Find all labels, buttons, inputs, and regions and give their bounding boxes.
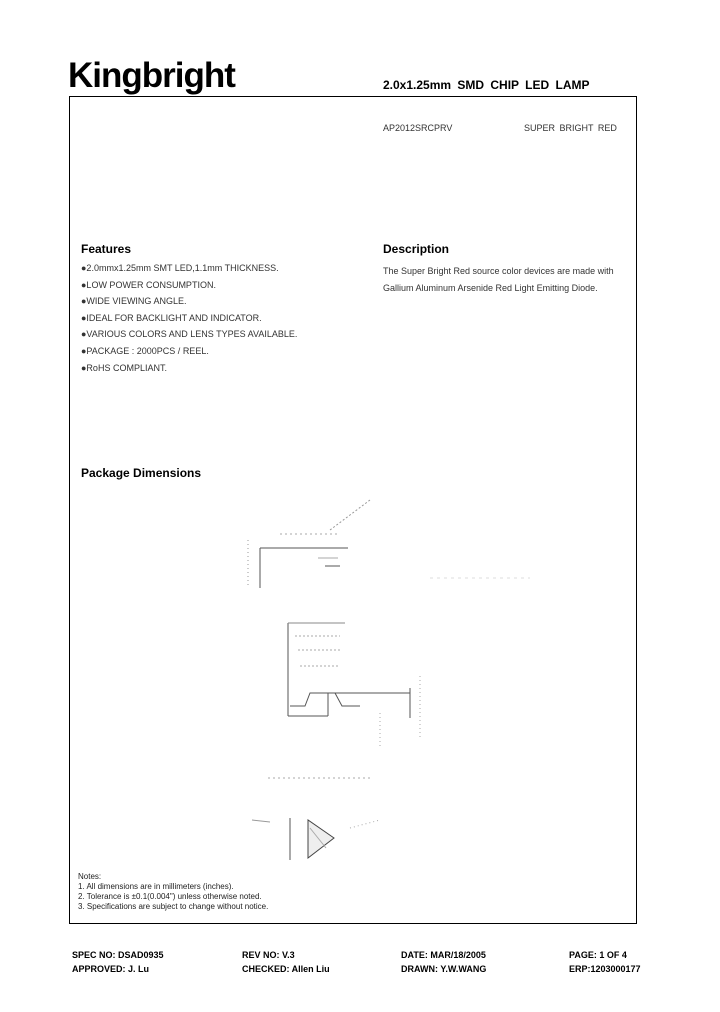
approved-by: APPROVED: J. Lu [72,964,150,974]
notes-section [78,872,268,912]
features-list [81,263,297,379]
package-dimensions-drawing [230,488,550,868]
page-number: PAGE: 1 OF 4 [569,950,627,960]
kingbright-logo: Kingbright [68,56,235,95]
revision-number: REV NO: V.3 [242,950,295,960]
part-description: SUPER BRIGHT RED [524,123,617,133]
feature-item: ●IDEAL FOR BACKLIGHT AND INDICATOR. [81,312,262,323]
feature-item: ●RoHS COMPLIANT. [81,362,167,373]
part-number: AP2012SRCPRV [383,123,453,133]
features-heading: Features [81,242,132,256]
erp-number: ERP:1203000177 [569,964,641,974]
package-dimensions-heading: Package Dimensions [81,466,202,480]
feature-item: ●LOW POWER CONSUMPTION. [81,279,216,290]
note-item: 1. All dimensions are in millimeters (inches). [78,882,234,891]
note-item: 2. Tolerance is ±0.1(0.004") unless otherwise noted. [78,892,262,901]
note-item: 3. Specifications are subject to change without notice. [78,902,269,911]
checked-by: CHECKED: Allen Liu [242,964,330,974]
notes-heading: Notes: [78,872,102,881]
spec-number: SPEC NO: DSAD0935 [72,950,164,960]
feature-item: ●WIDE VIEWING ANGLE. [81,296,187,307]
polarity-triangle [308,820,334,858]
feature-item: ●VARIOUS COLORS AND LENS TYPES AVAILABLE. [81,329,298,340]
drawn-by: DRAWN: Y.W.WANG [401,964,487,974]
description-text: The Super Bright Red source color devices are made with Gallium Aluminum Arsenide Red Light Emitting Diode. [383,266,614,293]
feature-item: ●2.0mmx1.25mm SMT LED,1.1mm THICKNESS. [81,263,279,273]
document-title: 2.0x1.25mm SMD CHIP LED LAMP [383,78,590,92]
date: DATE: MAR/18/2005 [401,950,486,960]
description-heading: Description [383,242,450,256]
feature-item: ●PACKAGE : 2000PCS / REEL. [81,345,209,356]
